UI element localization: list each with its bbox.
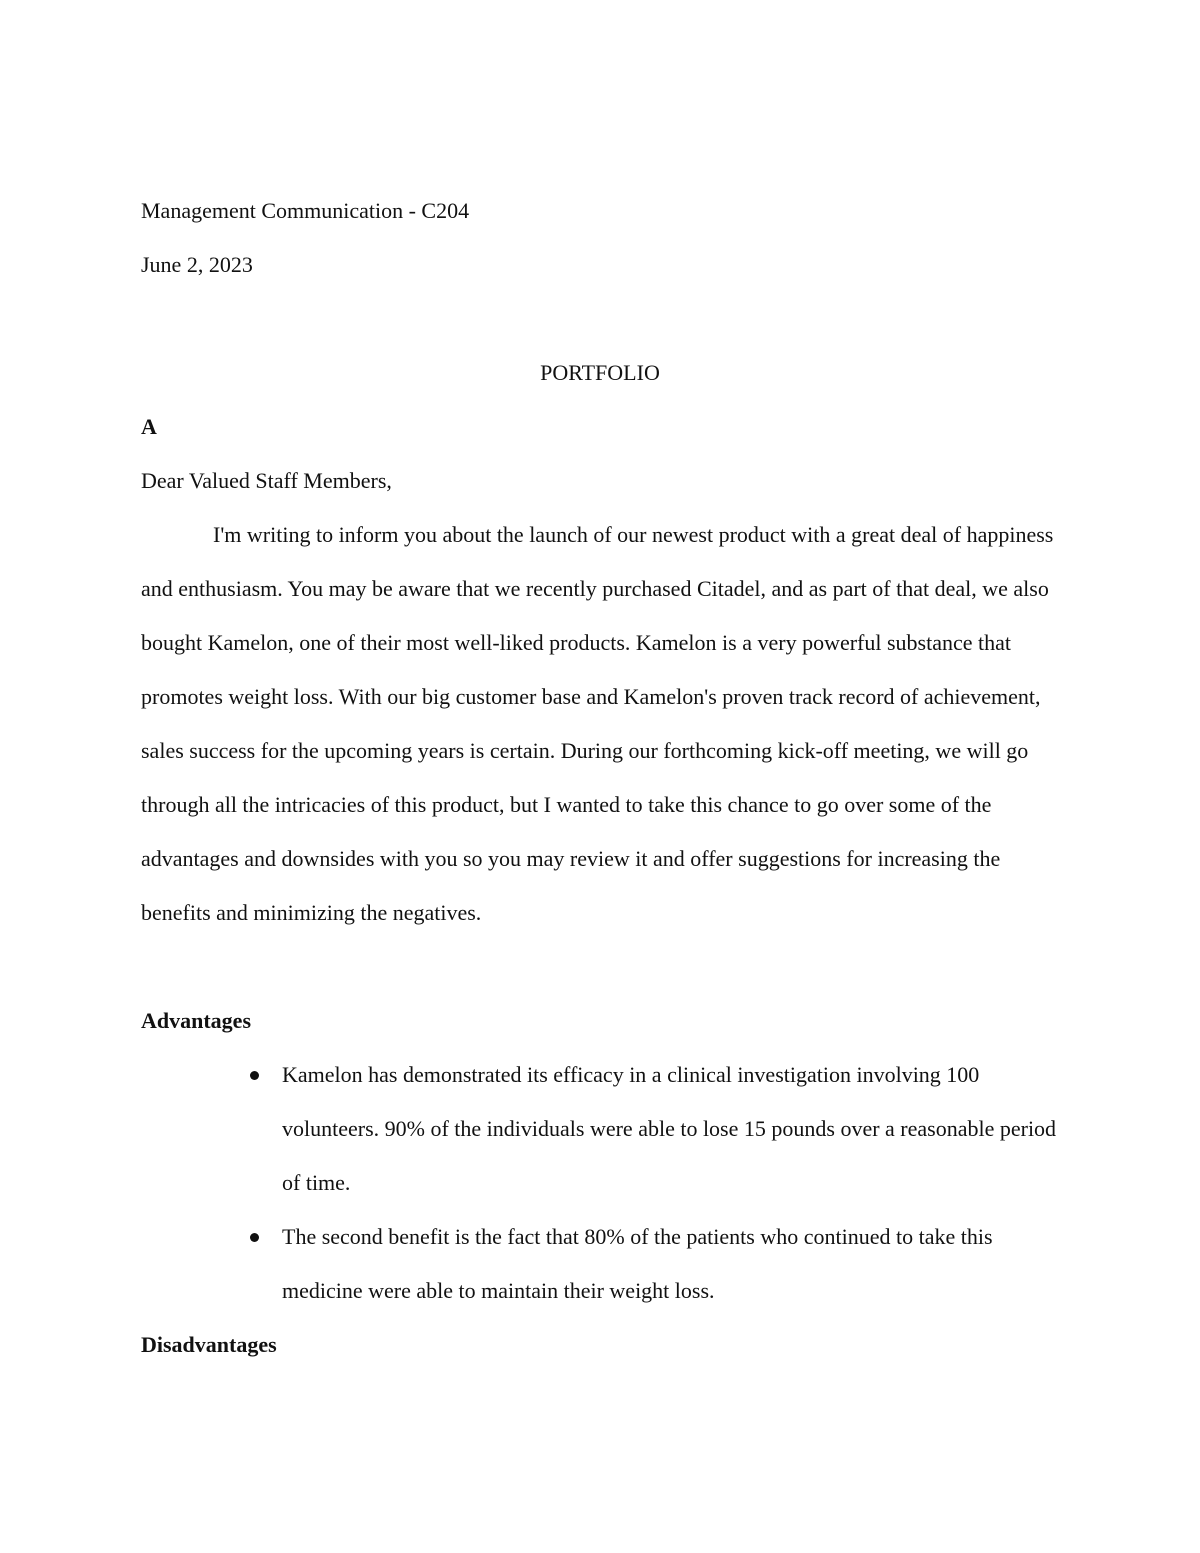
disadvantages-heading: Disadvantages bbox=[141, 1332, 277, 1357]
course-title: Management Communication - C204 bbox=[141, 198, 470, 223]
list-item-text: The second benefit is the fact that 80% of the patients who continued to take this medicine were able to maintain their weight loss. bbox=[282, 1224, 993, 1303]
list-item bbox=[141, 1210, 1066, 1318]
blank-line bbox=[141, 292, 1066, 346]
bullet-icon bbox=[250, 1071, 259, 1080]
section-label: A bbox=[141, 414, 157, 439]
document-title: PORTFOLIO bbox=[540, 360, 660, 385]
blank-line bbox=[141, 940, 1066, 994]
advantages-heading: Advantages bbox=[141, 1008, 252, 1033]
salutation: Dear Valued Staff Members, bbox=[141, 468, 392, 493]
body-paragraph: I'm writing to inform you about the launch of our newest product with a great deal of happiness and enthusiasm. You may be aware that we recently purchased Citadel, and as part of that deal, we also bought Kamelon, one of their most well-liked products. Kamelon is a very powerful substance that promotes weight loss. With our big customer base and Kamelon's proven track record of achievement, sales success for the upcoming years is certain. During our forthcoming kick-off meeting, we will go through all the intricacies of this product, but I wanted to take this chance to go over some of the advantages and downsides with you so you may review it and offer suggestions for increasing the benefits and minimizing the negatives. bbox=[141, 522, 1054, 925]
document-content bbox=[141, 184, 1066, 1372]
advantages-list bbox=[141, 1048, 1066, 1318]
document-date: June 2, 2023 bbox=[141, 252, 253, 277]
list-item bbox=[141, 1048, 1066, 1210]
list-item-text: Kamelon has demonstrated its efficacy in a clinical investigation involving 100 volunteers. 90% of the individuals were able to lose 15 pounds over a reasonable period of time. bbox=[282, 1062, 1057, 1195]
bullet-icon bbox=[250, 1233, 259, 1242]
